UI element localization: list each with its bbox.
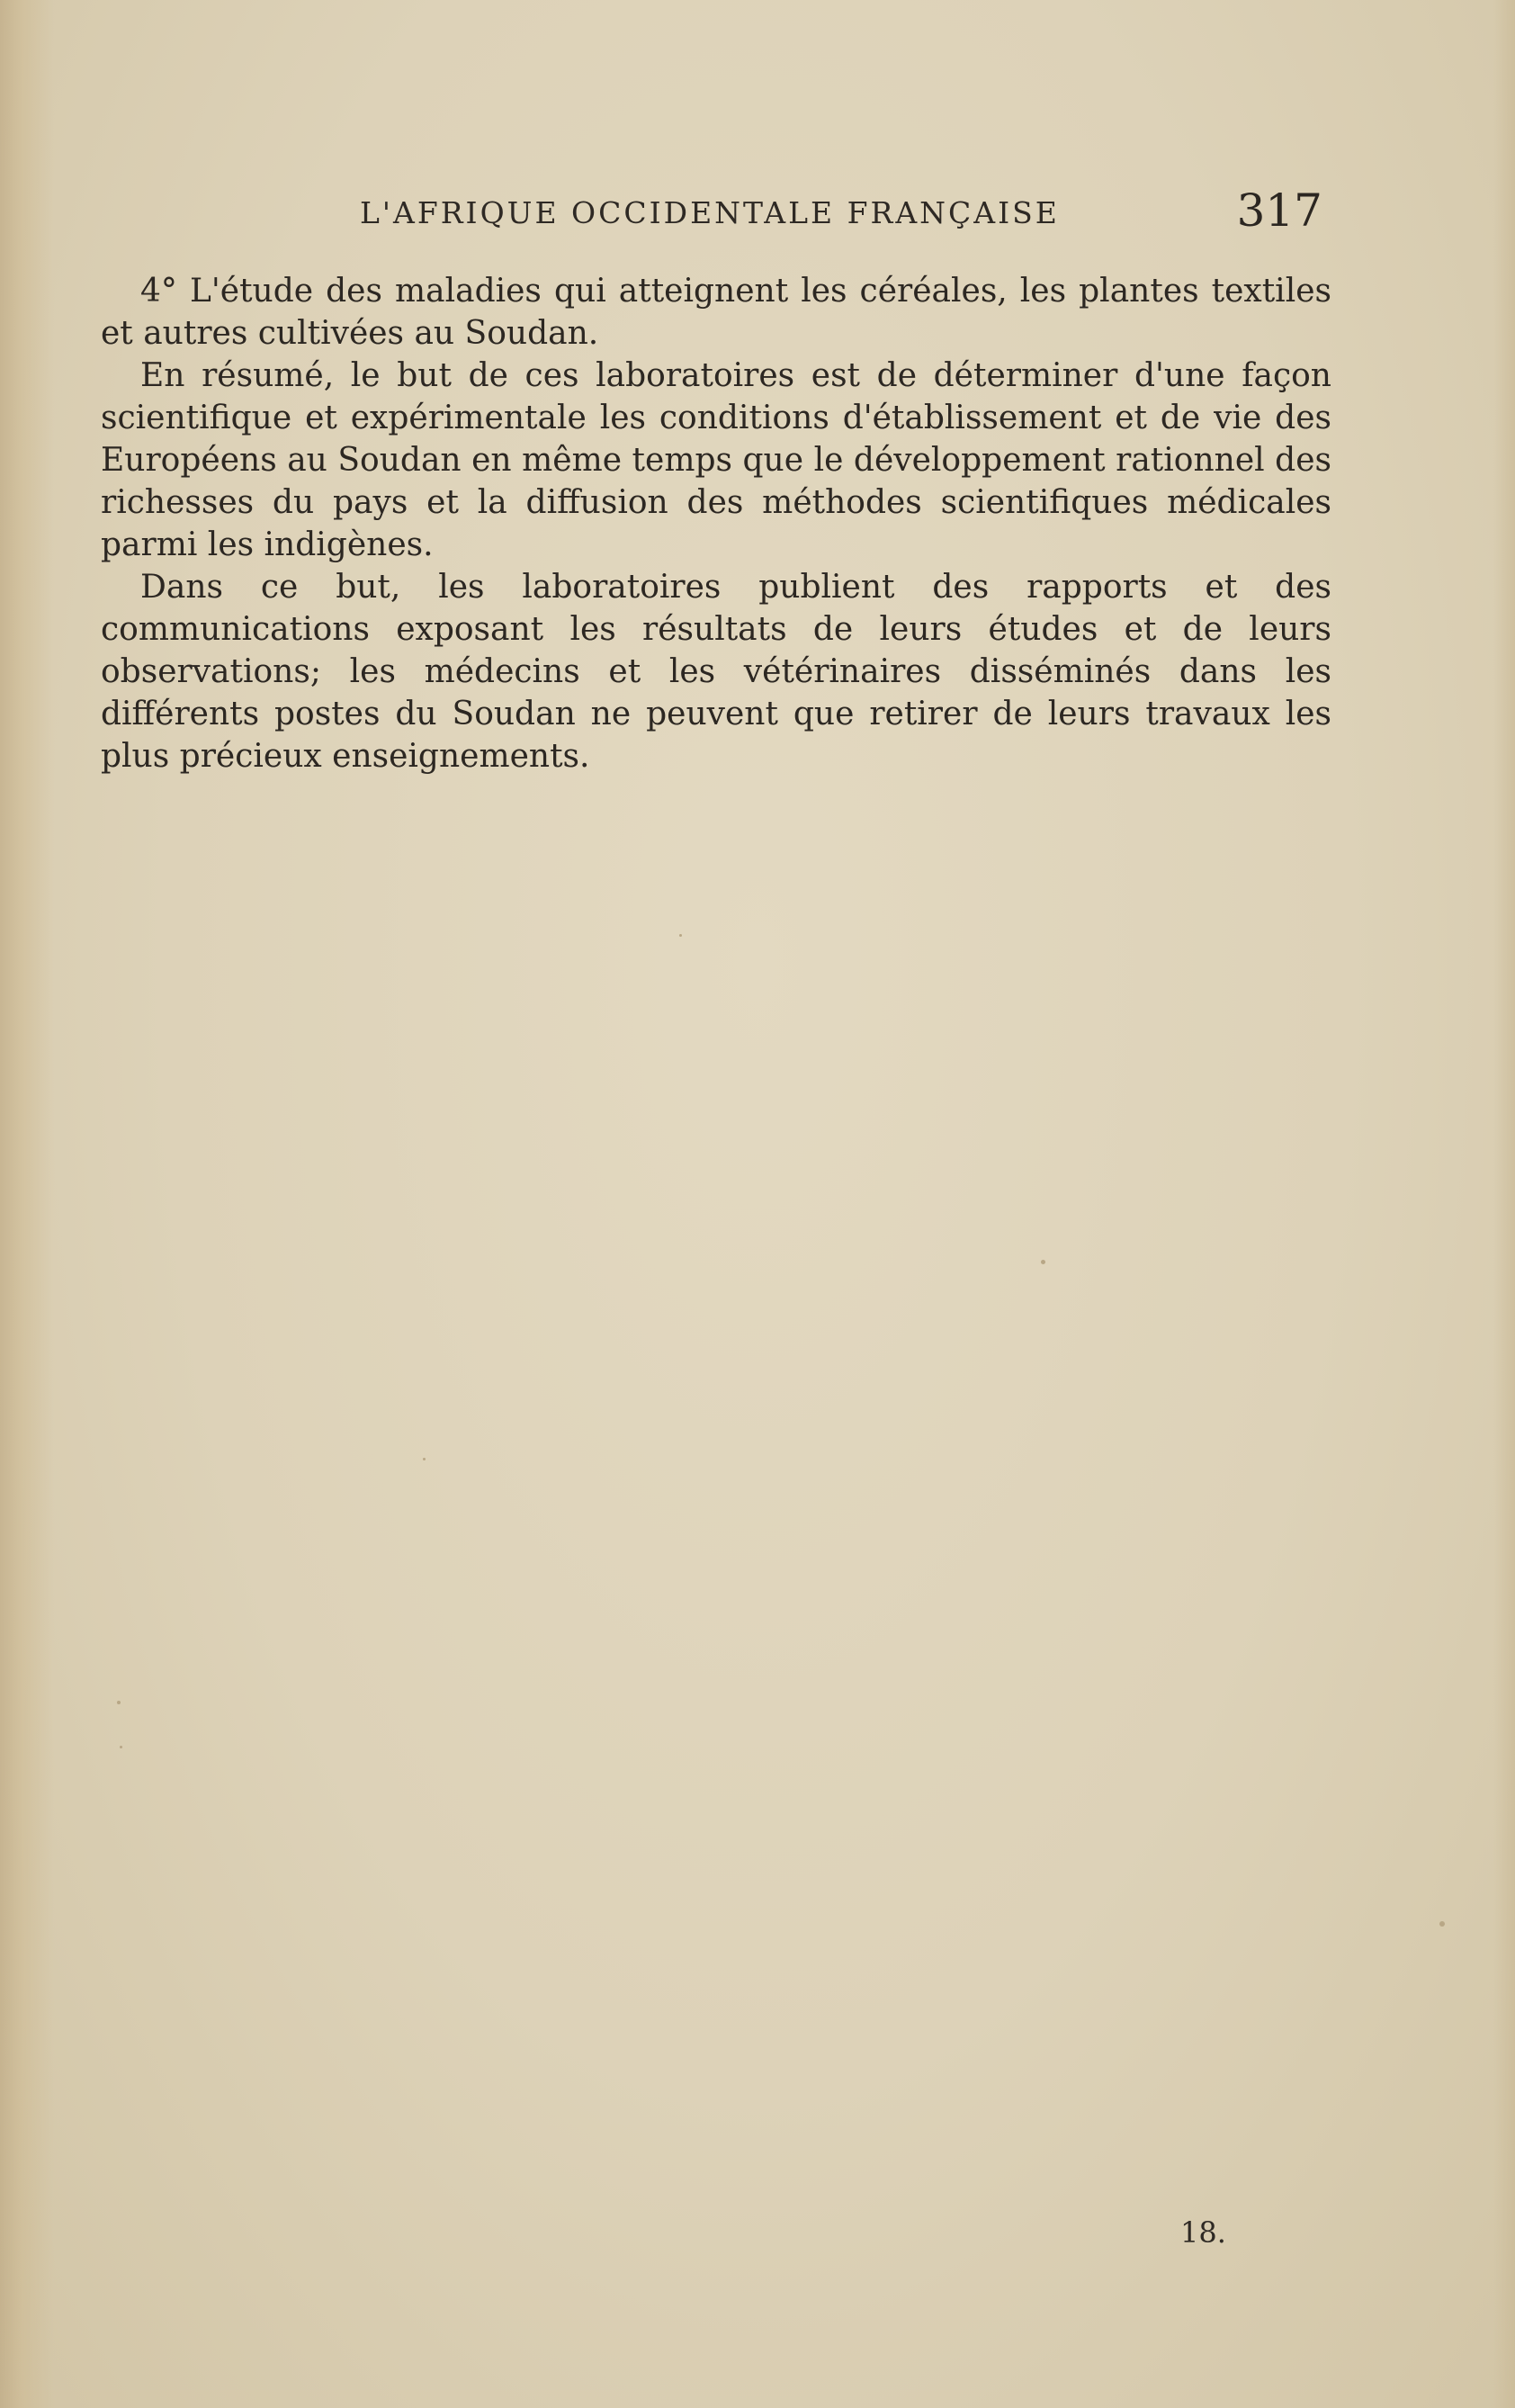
page-number: 317 [1236,184,1322,237]
page-edge [1493,0,1515,2408]
binding-shadow [0,0,54,2408]
paragraph-1: 4° L'étude des maladies qui atteignent les céréales, les plantes textiles et autres cultivées au Soudan. [101,273,1331,352]
paragraph-3: Dans ce but, les laboratoires publient des rapports et des communications exposant les résultats de leurs études et de leurs observations; les médecins et les vétérinaires disséminés dans les différents postes du Soudan ne peuvent que retirer de leurs travaux les plus précieux enseignements. [101,569,1331,775]
page-header [108,184,1331,247]
paper-speck [1041,1260,1045,1264]
paper-speck [117,1701,121,1704]
body-text [101,270,1331,777]
paper-speck [423,1458,426,1460]
paper-speck [120,1746,122,1748]
running-head: L'AFRIQUE OCCIDENTALE FRANÇAISE [360,195,1060,230]
paper-speck [679,934,682,937]
paper-speck [1439,1921,1445,1927]
signature-mark: 18. [1180,2215,1226,2250]
paragraph-2: En résumé, le but de ces laboratoires est de déterminer d'une façon scientifique et expérimentale les conditions d'établissement et de vie des Européens au Soudan en même temps que le développement rationnel des richesses du pays et la diffusion des méthodes scientifiques médicales parmi les indigènes. [101,357,1331,563]
